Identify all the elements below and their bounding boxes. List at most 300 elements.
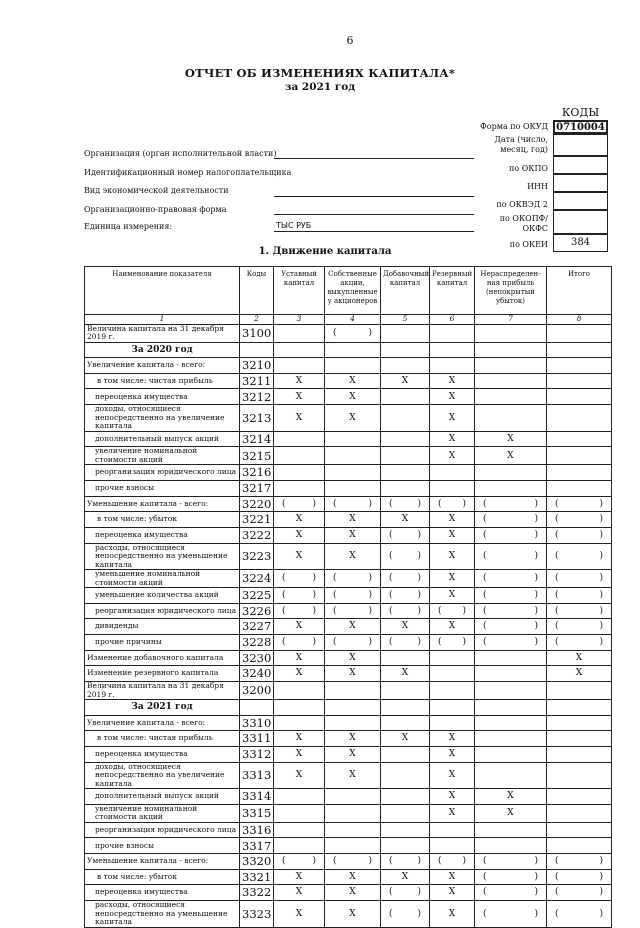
organization-label: Организация (орган исполнительной власти) <box>84 149 277 158</box>
open-paren: ( <box>483 529 487 540</box>
row-label: в том числе: чистая прибыль <box>85 373 240 389</box>
not-applicable-cell: X <box>325 405 381 432</box>
empty-cell <box>274 342 325 358</box>
row-label: дополнительный выпуск акций <box>85 431 240 447</box>
row-label: расходы, относящиеся непосредственно на уменьшение капитала <box>85 543 240 570</box>
not-applicable-cell: X <box>547 650 612 666</box>
negative-value-cell <box>430 854 475 870</box>
not-applicable-cell: X <box>430 869 475 885</box>
row-code: 3210 <box>240 358 274 374</box>
negative-value-cell <box>547 885 612 901</box>
close-paren: ) <box>534 498 538 509</box>
table-row <box>85 431 612 447</box>
open-paren: ( <box>282 498 286 509</box>
parenthesized-field <box>477 500 544 509</box>
open-paren: ( <box>389 498 393 509</box>
okved-box <box>553 192 608 210</box>
close-paren: ) <box>417 637 421 648</box>
negative-value-cell <box>430 496 475 512</box>
row-code: 3200 <box>240 682 274 700</box>
value-cell <box>381 715 430 731</box>
negative-value-cell <box>274 854 325 870</box>
parenthesized-field <box>477 574 544 583</box>
row-label: прочие взносы <box>85 480 240 496</box>
table-row <box>85 682 612 700</box>
open-paren: ( <box>282 573 286 584</box>
close-paren: ) <box>462 498 466 509</box>
open-paren: ( <box>389 908 393 919</box>
open-paren: ( <box>282 856 286 867</box>
open-paren: ( <box>438 637 442 648</box>
not-applicable-cell: X <box>430 447 475 465</box>
col-num-4: 4 <box>325 315 381 325</box>
open-paren: ( <box>483 514 487 525</box>
value-cell <box>325 822 381 838</box>
value-cell <box>325 804 381 822</box>
close-paren: ) <box>417 605 421 616</box>
value-cell <box>430 650 475 666</box>
close-paren: ) <box>417 573 421 584</box>
row-code: 3100 <box>240 324 274 342</box>
value-cell <box>381 465 430 481</box>
parenthesized-field <box>477 638 544 647</box>
value-cell <box>475 822 547 838</box>
close-paren: ) <box>534 856 538 867</box>
open-paren: ( <box>333 637 337 648</box>
negative-value-cell <box>381 570 430 588</box>
negative-value-cell <box>475 885 547 901</box>
value-cell <box>325 715 381 731</box>
not-applicable-cell: X <box>430 431 475 447</box>
table-row <box>85 869 612 885</box>
date-label-line2: месяц, год) <box>500 145 548 154</box>
value-cell <box>547 682 612 700</box>
not-applicable-cell: X <box>274 885 325 901</box>
open-paren: ( <box>389 573 393 584</box>
table-row <box>85 854 612 870</box>
close-paren: ) <box>368 856 372 867</box>
value-cell <box>430 822 475 838</box>
parenthesized-field <box>432 857 472 866</box>
row-code: 3315 <box>240 804 274 822</box>
header-additional-capital: Добавочный капитал <box>381 267 430 315</box>
table-row <box>85 901 612 928</box>
header-indicator: Наименование показателя <box>85 267 240 315</box>
not-applicable-cell: X <box>430 512 475 528</box>
open-paren: ( <box>333 605 337 616</box>
negative-value-cell <box>274 570 325 588</box>
empty-cell <box>381 342 430 358</box>
negative-value-cell <box>475 901 547 928</box>
value-cell <box>381 389 430 405</box>
close-paren: ) <box>417 856 421 867</box>
negative-value-cell <box>547 854 612 870</box>
parenthesized-field <box>383 857 427 866</box>
table-row <box>85 715 612 731</box>
row-code: 3212 <box>240 389 274 405</box>
negative-value-cell <box>430 635 475 651</box>
open-paren: ( <box>555 605 559 616</box>
table-row <box>85 746 612 762</box>
negative-value-cell <box>475 527 547 543</box>
parenthesized-field <box>276 500 322 509</box>
negative-value-cell <box>547 869 612 885</box>
close-paren: ) <box>312 590 316 601</box>
not-applicable-cell: X <box>325 762 381 789</box>
value-cell <box>381 838 430 854</box>
value-cell <box>547 715 612 731</box>
close-paren: ) <box>599 856 603 867</box>
parenthesized-field <box>549 531 609 540</box>
parenthesized-field <box>477 531 544 540</box>
row-code: 3216 <box>240 465 274 481</box>
close-paren: ) <box>534 871 538 882</box>
value-cell <box>547 822 612 838</box>
not-applicable-cell: X <box>325 512 381 528</box>
close-paren: ) <box>534 605 538 616</box>
negative-value-cell <box>547 901 612 928</box>
negative-value-cell <box>381 885 430 901</box>
not-applicable-cell: X <box>325 901 381 928</box>
close-paren: ) <box>599 498 603 509</box>
close-paren: ) <box>599 621 603 632</box>
open-paren: ( <box>555 573 559 584</box>
open-paren: ( <box>555 871 559 882</box>
not-applicable-cell: X <box>475 804 547 822</box>
not-applicable-cell: X <box>274 869 325 885</box>
row-code: 3223 <box>240 543 274 570</box>
not-applicable-cell: X <box>274 746 325 762</box>
parenthesized-field <box>276 591 322 600</box>
parenthesized-field <box>383 638 427 647</box>
not-applicable-cell: X <box>430 885 475 901</box>
not-applicable-cell: X <box>475 789 547 805</box>
open-paren: ( <box>389 637 393 648</box>
not-applicable-cell: X <box>274 389 325 405</box>
close-paren: ) <box>599 605 603 616</box>
row-label: уменьшение номинальной стоимости акций <box>85 570 240 588</box>
table-row <box>85 543 612 570</box>
row-code: 3211 <box>240 373 274 389</box>
table-row <box>85 324 612 342</box>
negative-value-cell <box>381 854 430 870</box>
row-label: Уменьшение капитала - всего: <box>85 854 240 870</box>
value-cell <box>274 838 325 854</box>
row-code: 3313 <box>240 762 274 789</box>
parenthesized-field <box>549 622 609 631</box>
close-paren: ) <box>599 871 603 882</box>
negative-value-cell <box>547 512 612 528</box>
open-paren: ( <box>333 856 337 867</box>
negative-value-cell <box>547 527 612 543</box>
open-paren: ( <box>483 590 487 601</box>
row-label: переоценка имущества <box>85 527 240 543</box>
codes-header: КОДЫ <box>561 106 600 119</box>
parenthesized-field <box>383 552 427 561</box>
row-label: реорганизация юридического лица <box>85 822 240 838</box>
value-cell <box>547 838 612 854</box>
empty-cell <box>381 700 430 716</box>
value-cell <box>430 838 475 854</box>
close-paren: ) <box>534 573 538 584</box>
value-cell <box>381 762 430 789</box>
empty-cell <box>547 700 612 716</box>
open-paren: ( <box>333 327 337 338</box>
close-paren: ) <box>417 498 421 509</box>
value-cell <box>381 789 430 805</box>
negative-value-cell <box>475 588 547 604</box>
negative-value-cell <box>475 603 547 619</box>
value-cell <box>430 715 475 731</box>
open-paren: ( <box>483 573 487 584</box>
close-paren: ) <box>368 637 372 648</box>
not-applicable-cell: X <box>381 869 430 885</box>
parenthesized-field <box>477 515 544 524</box>
negative-value-cell <box>430 603 475 619</box>
negative-value-cell <box>274 588 325 604</box>
empty-cell <box>240 342 274 358</box>
row-label: переоценка имущества <box>85 885 240 901</box>
close-paren: ) <box>599 637 603 648</box>
close-paren: ) <box>534 514 538 525</box>
parenthesized-field <box>383 607 427 616</box>
inn-box <box>553 174 608 192</box>
not-applicable-cell: X <box>430 405 475 432</box>
close-paren: ) <box>312 573 316 584</box>
row-label: переоценка имущества <box>85 746 240 762</box>
parenthesized-field <box>549 873 609 882</box>
table-row <box>85 496 612 512</box>
value-cell <box>547 804 612 822</box>
value-cell <box>547 447 612 465</box>
not-applicable-cell: X <box>430 543 475 570</box>
row-code: 3224 <box>240 570 274 588</box>
row-label: Уменьшение капитала - всего: <box>85 496 240 512</box>
parenthesized-field <box>477 873 544 882</box>
open-paren: ( <box>555 551 559 562</box>
row-label: реорганизация юридического лица <box>85 603 240 619</box>
negative-value-cell <box>475 635 547 651</box>
value-cell <box>325 447 381 465</box>
parenthesized-field <box>327 329 378 338</box>
close-paren: ) <box>368 498 372 509</box>
value-cell <box>475 746 547 762</box>
table-row <box>85 465 612 481</box>
open-paren: ( <box>555 498 559 509</box>
table-row <box>85 512 612 528</box>
value-cell <box>381 746 430 762</box>
not-applicable-cell: X <box>274 619 325 635</box>
header-total: Итого <box>547 267 612 315</box>
value-cell <box>274 715 325 731</box>
parenthesized-field <box>549 552 609 561</box>
value-cell <box>430 358 475 374</box>
row-label: прочие взносы <box>85 838 240 854</box>
parenthesized-field <box>477 857 544 866</box>
open-paren: ( <box>438 498 442 509</box>
unit-value: ТЫС РУБ <box>276 221 312 230</box>
open-paren: ( <box>282 605 286 616</box>
negative-value-cell <box>381 901 430 928</box>
parenthesized-field <box>549 910 609 919</box>
row-code: 3221 <box>240 512 274 528</box>
close-paren: ) <box>312 605 316 616</box>
value-cell <box>381 431 430 447</box>
okopf-label-line1: по ОКОПФ/ <box>499 214 548 223</box>
negative-value-cell <box>547 619 612 635</box>
not-applicable-cell: X <box>430 746 475 762</box>
parenthesized-field <box>549 574 609 583</box>
section-row <box>85 342 612 358</box>
table-row <box>85 588 612 604</box>
negative-value-cell <box>475 512 547 528</box>
value-cell <box>547 405 612 432</box>
not-applicable-cell: X <box>325 885 381 901</box>
row-label: в том числе: убыток <box>85 512 240 528</box>
empty-cell <box>475 700 547 716</box>
empty-cell <box>430 700 475 716</box>
col-num-8: 8 <box>547 315 612 325</box>
value-cell <box>430 682 475 700</box>
parenthesized-field <box>327 607 378 616</box>
parenthesized-field <box>432 607 472 616</box>
parenthesized-field <box>276 607 322 616</box>
open-paren: ( <box>555 529 559 540</box>
okei-code: 384 <box>553 234 608 252</box>
open-paren: ( <box>438 856 442 867</box>
value-cell <box>547 358 612 374</box>
open-paren: ( <box>438 605 442 616</box>
not-applicable-cell: X <box>381 512 430 528</box>
negative-value-cell <box>475 619 547 635</box>
value-cell <box>381 358 430 374</box>
close-paren: ) <box>599 908 603 919</box>
negative-value-cell <box>381 635 430 651</box>
col-num-7: 7 <box>475 315 547 325</box>
value-cell <box>475 358 547 374</box>
parenthesized-field <box>383 591 427 600</box>
table-row <box>85 822 612 838</box>
open-paren: ( <box>483 498 487 509</box>
row-code: 3310 <box>240 715 274 731</box>
parenthesized-field <box>276 638 322 647</box>
open-paren: ( <box>333 573 337 584</box>
okpo-box <box>553 156 608 174</box>
negative-value-cell <box>475 570 547 588</box>
negative-value-cell <box>381 543 430 570</box>
value-cell <box>274 431 325 447</box>
value-cell <box>325 480 381 496</box>
open-paren: ( <box>483 621 487 632</box>
close-paren: ) <box>312 498 316 509</box>
value-cell <box>381 650 430 666</box>
value-cell <box>430 324 475 342</box>
value-cell <box>325 465 381 481</box>
negative-value-cell <box>381 588 430 604</box>
close-paren: ) <box>599 573 603 584</box>
open-paren: ( <box>333 498 337 509</box>
table-row <box>85 447 612 465</box>
activity-line <box>274 196 474 197</box>
not-applicable-cell: X <box>381 731 430 747</box>
value-cell <box>325 838 381 854</box>
row-code: 3230 <box>240 650 274 666</box>
row-label: реорганизация юридического лица <box>85 465 240 481</box>
not-applicable-cell: X <box>430 804 475 822</box>
value-cell <box>430 666 475 682</box>
table-row <box>85 603 612 619</box>
negative-value-cell <box>547 543 612 570</box>
not-applicable-cell: X <box>274 543 325 570</box>
table-row <box>85 804 612 822</box>
column-number-row <box>85 315 612 325</box>
open-paren: ( <box>483 637 487 648</box>
not-applicable-cell: X <box>325 373 381 389</box>
open-paren: ( <box>389 590 393 601</box>
table-row <box>85 389 612 405</box>
close-paren: ) <box>417 551 421 562</box>
value-cell <box>475 666 547 682</box>
value-cell <box>475 715 547 731</box>
value-cell <box>274 804 325 822</box>
table-row <box>85 731 612 747</box>
close-paren: ) <box>534 887 538 898</box>
col-num-2: 2 <box>240 315 274 325</box>
negative-value-cell <box>547 635 612 651</box>
value-cell <box>274 465 325 481</box>
header-retained-earnings: Нераспределен-ная прибыль (непокрытый убыток) <box>475 267 547 315</box>
open-paren: ( <box>555 856 559 867</box>
parenthesized-field <box>327 574 378 583</box>
not-applicable-cell: X <box>430 789 475 805</box>
not-applicable-cell: X <box>475 447 547 465</box>
not-applicable-cell: X <box>430 731 475 747</box>
row-code: 3323 <box>240 901 274 928</box>
table-row <box>85 373 612 389</box>
not-applicable-cell: X <box>430 389 475 405</box>
row-label: доходы, относящиеся непосредственно на увеличение капитала <box>85 405 240 432</box>
value-cell <box>475 373 547 389</box>
row-code: 3228 <box>240 635 274 651</box>
row-code: 3220 <box>240 496 274 512</box>
activity-label: Вид экономической деятельности <box>84 186 229 195</box>
not-applicable-cell: X <box>475 431 547 447</box>
table-row <box>85 358 612 374</box>
negative-value-cell <box>475 869 547 885</box>
empty-cell <box>430 342 475 358</box>
open-paren: ( <box>555 514 559 525</box>
parenthesized-field <box>383 500 427 509</box>
open-paren: ( <box>389 605 393 616</box>
value-cell <box>274 480 325 496</box>
value-cell <box>475 650 547 666</box>
not-applicable-cell: X <box>430 373 475 389</box>
table-row <box>85 570 612 588</box>
row-label: уменьшение количества акций <box>85 588 240 604</box>
close-paren: ) <box>462 605 466 616</box>
value-cell <box>381 480 430 496</box>
open-paren: ( <box>389 887 393 898</box>
not-applicable-cell: X <box>274 731 325 747</box>
value-cell <box>547 762 612 789</box>
empty-cell <box>325 342 381 358</box>
not-applicable-cell: X <box>325 543 381 570</box>
negative-value-cell <box>274 496 325 512</box>
empty-cell <box>274 700 325 716</box>
row-code: 3222 <box>240 527 274 543</box>
negative-value-cell <box>475 496 547 512</box>
open-paren: ( <box>483 871 487 882</box>
